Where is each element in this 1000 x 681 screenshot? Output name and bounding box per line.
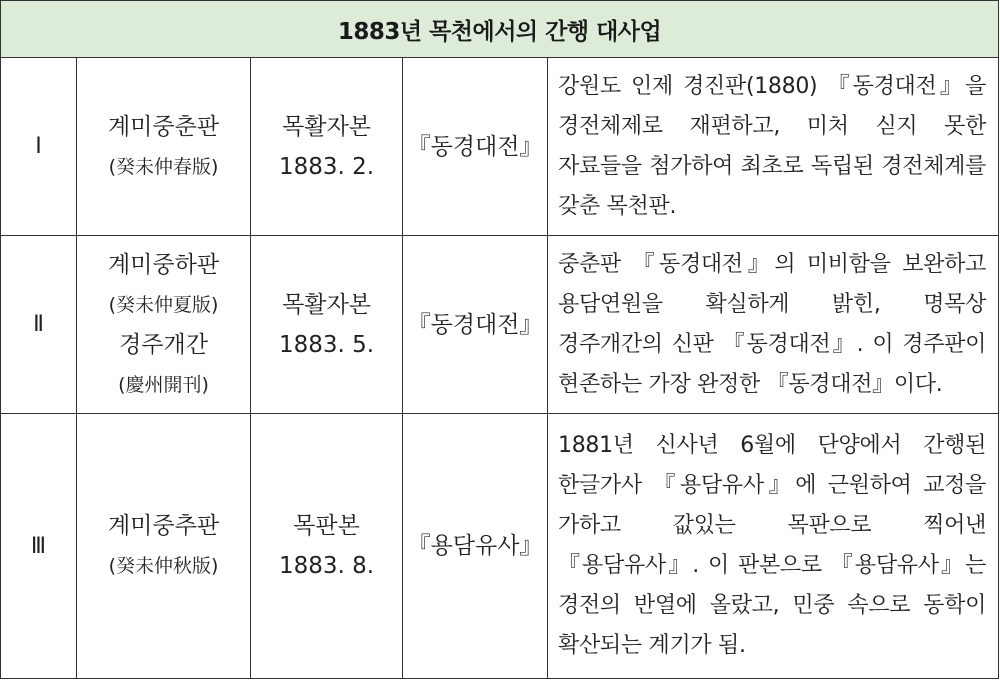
type-cell bbox=[251, 58, 403, 236]
print-date: 1883. 5. bbox=[278, 331, 375, 358]
type-cell bbox=[251, 414, 403, 679]
table-row bbox=[1, 58, 999, 236]
print-type: 목판본 bbox=[293, 513, 360, 539]
print-type: 목활자본 bbox=[282, 113, 371, 140]
book-title: 『동경대전』 bbox=[403, 58, 548, 236]
row-number: Ⅱ bbox=[1, 236, 77, 414]
description: 강원도 인제 경진판(1880) 『동경대전』을 경전체제로 재편하고, 미처 싣지 못한 자료들을 첨가하여 최초로 독립된 경전체계를 갖춘 목천판. bbox=[548, 58, 999, 236]
edition-name: 계미중춘판 bbox=[107, 113, 220, 140]
row-number: Ⅰ bbox=[1, 58, 77, 236]
table-title: 1883년 목천에서의 간행 대사업 bbox=[1, 1, 999, 58]
edition-cell bbox=[77, 414, 251, 679]
edition-hanja: (癸未仲夏版) bbox=[108, 293, 219, 316]
book-title: 『동경대전』 bbox=[403, 236, 548, 414]
edition-alt-hanja: (慶州開刊) bbox=[118, 373, 209, 396]
edition-cell bbox=[77, 236, 251, 414]
type-cell bbox=[251, 236, 403, 414]
description: 1881년 신사년 6월에 단양에서 간행된 한글가사 『용담유사』에 근원하여 교정을 가하고 값있는 목판으로 찍어낸 『용담유사』. 이 판본으로 『용담유사』는 경전의 반열에 올랐고, 민중 속으로 동학이 확산되는 계기가 됨. bbox=[548, 414, 999, 679]
print-type: 목활자본 bbox=[282, 291, 371, 318]
edition-cell bbox=[77, 58, 251, 236]
row-number: Ⅲ bbox=[1, 414, 77, 679]
edition-name: 계미중하판 bbox=[107, 251, 220, 278]
description: 중춘판 『동경대전』의 미비함을 보완하고 용담연원을 확실하게 밝힌, 명목상 경주개간의 신판 『동경대전』. 이 경주판이 현존하는 가장 완정한 『동경대전』이다. bbox=[548, 236, 999, 414]
edition-hanja: (癸未仲春版) bbox=[108, 155, 219, 178]
edition-name: 계미중추판 bbox=[107, 513, 220, 539]
table-row bbox=[1, 414, 999, 679]
table-row bbox=[1, 236, 999, 414]
book-title: 『용담유사』 bbox=[403, 414, 548, 679]
print-date: 1883. 2. bbox=[278, 153, 375, 180]
edition-alt-name: 경주개간 bbox=[119, 331, 208, 358]
edition-hanja: (癸未仲秋版) bbox=[108, 555, 219, 577]
print-date: 1883. 8. bbox=[278, 553, 375, 579]
